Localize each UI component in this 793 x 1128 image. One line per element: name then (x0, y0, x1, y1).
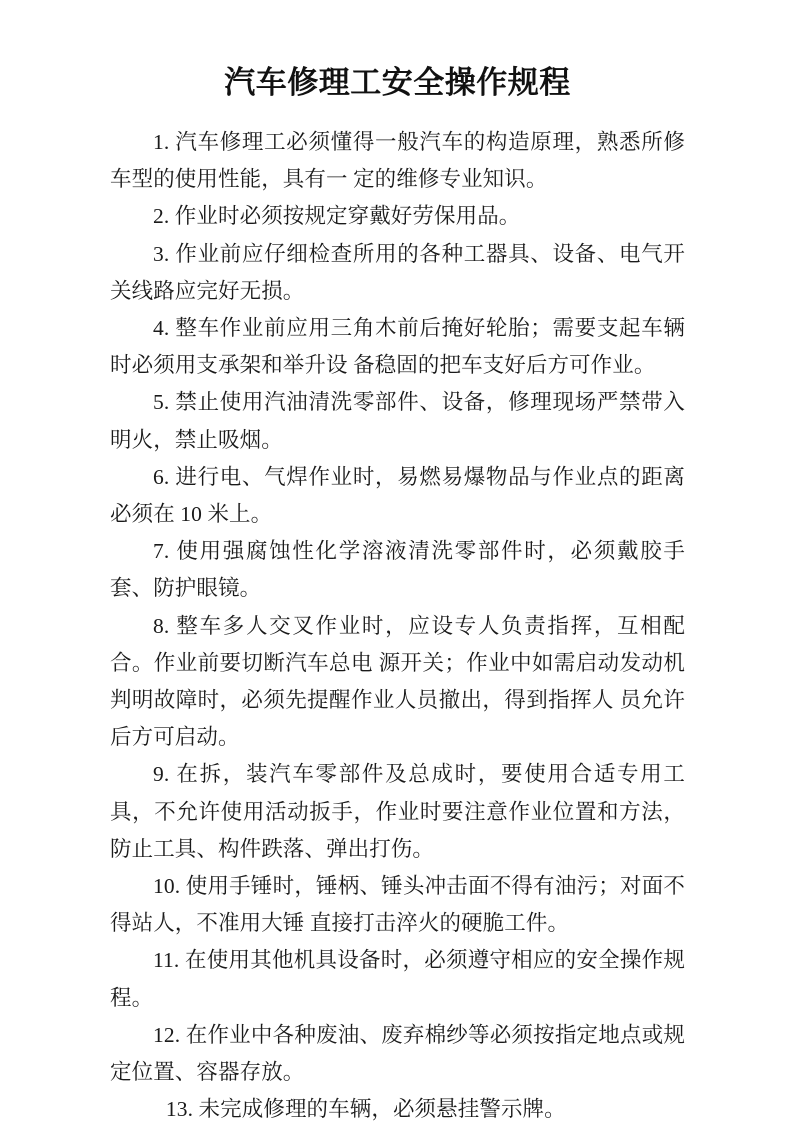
clause-item-2: 2. 作业时必须按规定穿戴好劳保用品。 (153, 204, 521, 229)
clause-item-6: 6. 进行电、气焊作业时，易燃易爆物品与作业点的距离必须在 10 米上。 (110, 464, 685, 527)
clause-item-9: 9. 在拆，装汽车零部件及总成时，要使用合适专用工具，不允许使用活动扳手，作业时要注意作业位置和方法，防止工具、构件跌落、弹出打伤。 (110, 762, 685, 861)
clause-item-1: 1. 汽车修理工必须懂得一般汽车的构造原理，熟悉所修车型的使用性能，具有一 定的维修专业知识。 (110, 130, 685, 192)
clause-item-4: 4. 整车作业前应用三角木前后掩好轮胎；需要支起车辆时必须用支承架和举升设 备稳固的把车支好后方可作业。 (110, 316, 685, 378)
clause-item-13: 13. 未完成修理的车辆，必须悬挂警示牌。 (165, 1097, 566, 1122)
clause-item-7: 7. 使用强腐蚀性化学溶液清洗零部件时，必须戴胶手套、防护眼镜。 (110, 539, 685, 601)
clause-item-3: 3. 作业前应仔细检查所用的各种工器具、设备、电气开关线路应完好无损。 (110, 241, 685, 303)
clause-item-5: 5. 禁止使用汽油清洗零部件、设备，修理现场严禁带入明火，禁止吸烟。 (110, 390, 685, 452)
clause-item-10: 10. 使用手锤时，锤柄、锤头冲击面不得有油污；对面不得站人，不准用大锤 直接打击淬火的硬脆工件。 (110, 874, 685, 936)
clause-item-11: 11. 在使用其他机具设备时，必须遵守相应的安全操作规程。 (110, 948, 685, 1010)
clause-item-12: 12. 在作业中各种废油、废弃棉纱等必须按指定地点或规定位置、容器存放。 (110, 1022, 685, 1085)
document-body (110, 124, 685, 1128)
clause-item-8: 8. 整车多人交叉作业时，应设专人负责指挥，互相配合。作业前要切断汽车总电 源开关；作业中如需启动发动机判明故障时，必须先提醒作业人员撤出，得到指挥人 员允许后方可启动。 (110, 613, 685, 750)
page-title: 汽车修理工安全操作规程 (224, 65, 571, 100)
